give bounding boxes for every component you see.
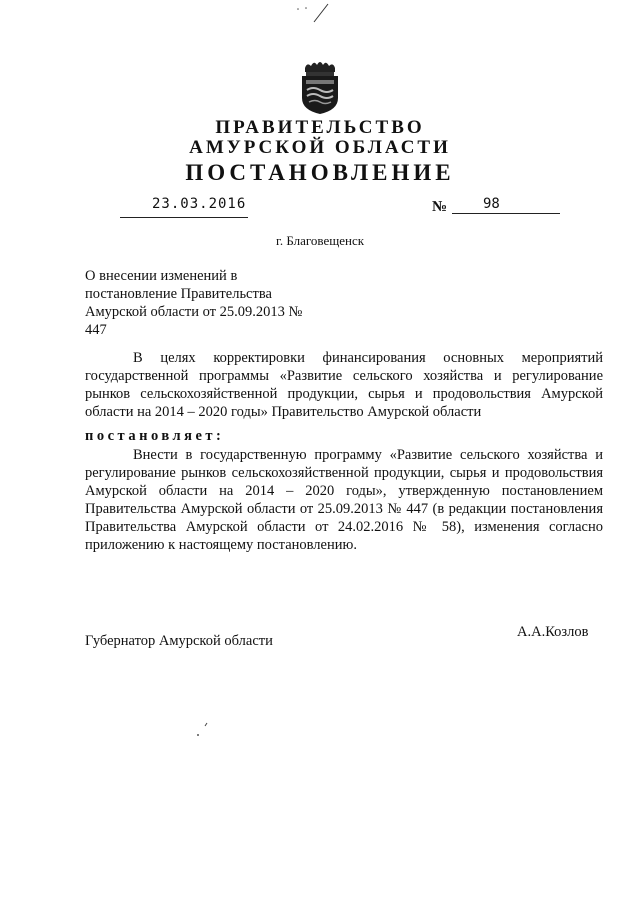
- government-heading: ПРАВИТЕЛЬСТВО: [215, 117, 425, 138]
- decides-keyword: постановляет:: [85, 428, 225, 444]
- coat-of-arms-icon: [297, 58, 343, 116]
- document-subject: О внесении изменений в постановление Правительства Амурской области от 25.09.2013 № 447: [85, 268, 303, 338]
- document-type-heading: ПОСТАНОВЛЕНИЕ: [185, 160, 455, 185]
- clause-paragraph: Внести в государственную программу «Развитие сельского хозяйства и регулирование рынков сельскохозяйственной продукции, сырья и продовольствия Амурской области на 2014 – 2020 годы», утвержденную постановлением Правительства Амурской области от 25.09.2013 № 447 (в редакции постановления Правительства Амурской области от 24.02.2016 № 58), изменения согласно приложению к настоящему постановлению.: [85, 447, 603, 553]
- number-sign: №: [432, 199, 448, 215]
- signatory-title: Губернатор Амурской области: [85, 633, 273, 649]
- document-date: 23.03.2016: [152, 196, 247, 212]
- number-underline: [452, 213, 560, 214]
- document-number: 98: [483, 196, 500, 212]
- preamble-paragraph: В целях корректировки финансирования основных мероприятий государственной программы «Развитие сельского хозяйства и регулирование рынков сельскохозяйственной продукции, сырья и продовольствия Амурской области на 2014 – 2020 годы» Правительство Амурской области: [85, 350, 603, 420]
- region-heading: АМУРСКОЙ ОБЛАСТИ: [189, 137, 451, 158]
- city-line: г. Благовещенск: [275, 233, 365, 248]
- signatory-name: А.А.Козлов: [517, 624, 589, 640]
- date-underline: [120, 217, 248, 218]
